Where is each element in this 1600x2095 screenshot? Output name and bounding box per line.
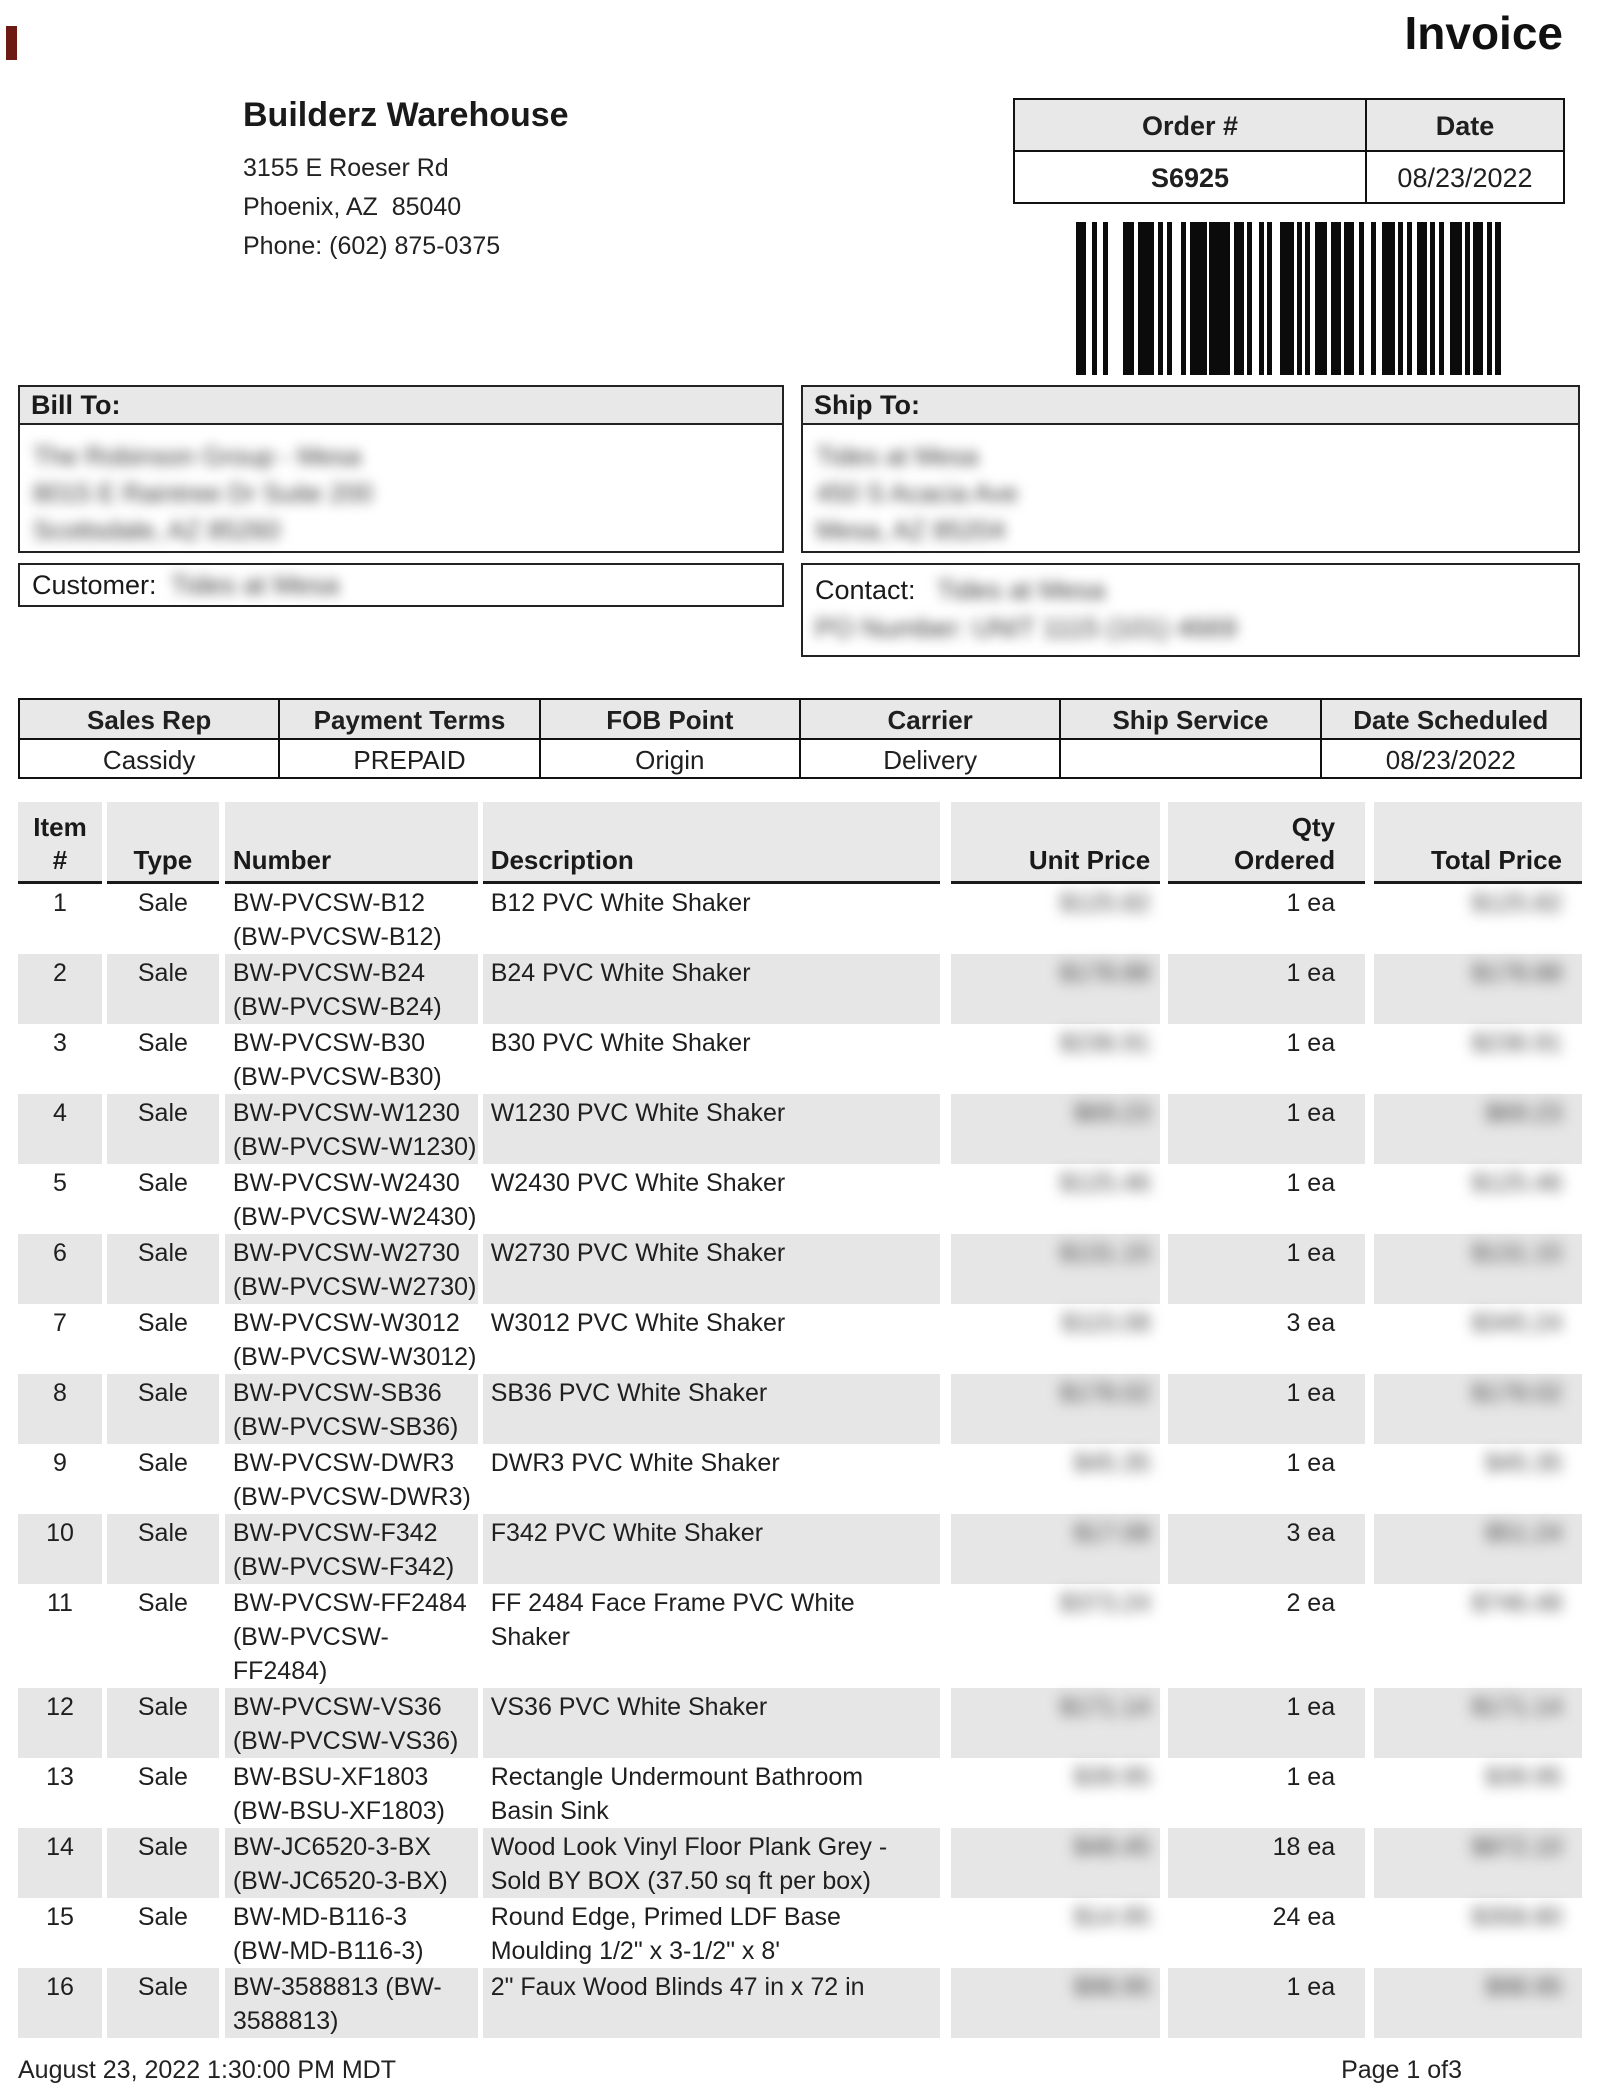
item-type-cell: Sale <box>137 1763 188 1791</box>
item-qty-cell: 1 ea <box>1168 1094 1365 1164</box>
item-row <box>18 1304 1582 1374</box>
item-total-price-cell <box>1374 1374 1582 1444</box>
item-qty-cell: 24 ea <box>1272 1903 1336 1931</box>
company-name: Builderz Warehouse <box>243 96 569 134</box>
shipping-header-cell: FOB Point <box>541 700 801 738</box>
contact-line2-redacted: PO Number: UNIT 1115 (101) 4669 <box>815 613 1237 643</box>
shipping-header-cell: Date Scheduled <box>1353 705 1549 735</box>
items-table-body <box>18 884 1582 2038</box>
item-type-cell: Sale <box>137 1309 188 1337</box>
description-line: Round Edge, Primed LDF Base <box>490 1903 841 1931</box>
unit-price-redacted: $171.14 <box>1059 1693 1151 1721</box>
item-part-number-cell <box>225 1374 478 1444</box>
item-number-cell: 2 <box>18 954 102 1024</box>
item-total-price-cell <box>1374 1514 1582 1584</box>
item-row <box>18 1514 1582 1584</box>
item-total-price-cell <box>1374 1758 1582 1828</box>
item-qty-cell: 1 ea <box>1286 889 1336 917</box>
item-total-price-cell <box>1374 1898 1582 1968</box>
part-number-line: (BW-JC6520-3-BX) <box>232 1867 448 1895</box>
total-price-redacted: $345.24 <box>1471 1309 1562 1337</box>
total-price-redacted: $358.80 <box>1471 1903 1562 1931</box>
item-part-number-cell <box>225 1898 478 1968</box>
part-number-line: BW-PVCSW-SB36 <box>232 1379 442 1407</box>
item-description-cell <box>483 1828 941 1898</box>
total-price-redacted: $171.14 <box>1471 1693 1562 1721</box>
item-unit-price-cell <box>951 1514 1160 1584</box>
item-row <box>18 884 1582 954</box>
total-price-redacted: $125.46 <box>1471 1169 1562 1197</box>
item-qty-cell: 3 ea <box>1168 1514 1365 1584</box>
total-price-redacted: $69.23 <box>1485 1099 1562 1127</box>
item-part-number-cell <box>225 1024 478 1094</box>
item-part-number-cell <box>225 1584 478 1688</box>
column-header-qty-ordered: Qty Ordered <box>1168 802 1365 884</box>
part-number-line: (BW-PVCSW-W3012) <box>232 1343 477 1371</box>
item-description-cell <box>483 1688 941 1758</box>
ship-to-address <box>801 425 1580 553</box>
page-title: Invoice <box>1404 7 1563 59</box>
column-header-item: Item # <box>18 802 102 884</box>
description-line: Sold BY BOX (37.50 sq ft per box) <box>490 1867 871 1895</box>
part-number-line: (BW-PVCSW-W2430) <box>232 1203 477 1231</box>
ship-to-header: Ship To: <box>801 385 1580 425</box>
part-number-line: (BW-BSU-XF1803) <box>232 1797 445 1825</box>
unit-price-redacted: $373.24 <box>1059 1589 1151 1617</box>
total-price-redacted: $45.35 <box>1485 1449 1562 1477</box>
shipping-value-cell: Cassidy <box>20 740 280 777</box>
item-row <box>18 1234 1582 1304</box>
item-row <box>18 1898 1582 1968</box>
shipping-value-cell: 08/23/2022 <box>1385 744 1516 775</box>
customer-value-redacted: Tides at Mesa <box>170 569 340 600</box>
item-description-cell <box>483 1374 941 1444</box>
ship-to-line-redacted: 450 S Acacia Ave <box>816 478 1018 508</box>
item-row <box>18 1968 1582 2038</box>
order-info-table <box>1013 98 1565 204</box>
item-qty-cell: 1 ea <box>1168 954 1365 1024</box>
item-description-cell <box>483 1304 941 1374</box>
description-line: B30 PVC White Shaker <box>490 1029 751 1057</box>
item-part-number-cell <box>225 1688 478 1758</box>
column-header-description: Description <box>483 802 941 884</box>
column-header-number: Number <box>225 802 478 884</box>
company-block <box>243 96 569 266</box>
item-total-price-cell <box>1374 1164 1582 1234</box>
item-total-price-cell <box>1374 1024 1582 1094</box>
unit-price-redacted: $125.46 <box>1059 1169 1151 1197</box>
item-row <box>18 1094 1582 1164</box>
company-address-line1: 3155 E Roeser Rd <box>243 154 449 182</box>
part-number-line: BW-PVCSW-B12 <box>232 889 426 917</box>
bill-to-line-redacted: 8015 E Raintree Dr Suite 200 <box>33 478 373 508</box>
item-number-cell: 16 <box>18 1968 102 2038</box>
unit-price-redacted: $17.08 <box>1073 1519 1151 1547</box>
shipping-value-cell: PREPAID <box>280 740 540 777</box>
unit-price-redacted: $48.45 <box>1073 1833 1151 1861</box>
item-part-number-cell <box>225 1758 478 1828</box>
company-address-line2: Phoenix, AZ 85040 <box>243 193 462 221</box>
unit-price-redacted: $14.95 <box>1073 1903 1151 1931</box>
description-line: F342 PVC White Shaker <box>490 1519 764 1547</box>
items-table-header <box>18 802 1582 884</box>
item-description-cell <box>483 1094 941 1164</box>
description-line: B24 PVC White Shaker <box>490 959 751 987</box>
company-phone: Phone: (602) 875-0375 <box>243 232 501 260</box>
item-unit-price-cell <box>951 1024 1160 1094</box>
description-line: Rectangle Undermount Bathroom <box>490 1763 864 1791</box>
unit-price-redacted: $236.91 <box>1059 1029 1151 1057</box>
total-price-redacted: $178.88 <box>1471 959 1562 987</box>
item-unit-price-cell <box>951 1758 1160 1828</box>
description-line: Moulding 1/2" x 3-1/2" x 8' <box>490 1937 781 1965</box>
item-unit-price-cell <box>951 884 1160 954</box>
part-number-line: (BW-MD-B116-3) <box>232 1937 424 1965</box>
part-number-line: (BW-PVCSW-B12) <box>232 923 442 951</box>
description-line: W3012 PVC White Shaker <box>490 1309 786 1337</box>
total-price-redacted: $236.91 <box>1471 1029 1562 1057</box>
unit-price-redacted: $45.35 <box>1073 1449 1151 1477</box>
part-number-line: BW-PVCSW-W2730 <box>232 1239 460 1267</box>
part-number-line: 3588813) <box>232 2007 339 2035</box>
item-type-cell: Sale <box>137 1449 188 1477</box>
part-number-line: BW-PVCSW-B24 <box>232 959 426 987</box>
total-price-redacted: $178.02 <box>1471 1379 1562 1407</box>
item-number-cell: 4 <box>18 1094 102 1164</box>
part-number-line: (BW-PVCSW-B30) <box>232 1063 442 1091</box>
item-total-price-cell <box>1374 1304 1582 1374</box>
item-part-number-cell <box>225 1094 478 1164</box>
item-unit-price-cell <box>951 1968 1160 2038</box>
item-unit-price-cell <box>951 1164 1160 1234</box>
bill-to-line-redacted: The Robinson Group - Mesa <box>33 441 362 471</box>
item-number-cell: 6 <box>18 1234 102 1304</box>
part-number-line: BW-PVCSW-W1230 <box>232 1099 460 1127</box>
shipping-info-value-row <box>20 740 1580 777</box>
item-type-cell: Sale <box>107 954 219 1024</box>
bill-to-line-redacted: Scottsdale, AZ 85260 <box>33 515 281 545</box>
item-row <box>18 954 1582 1024</box>
item-total-price-cell <box>1374 884 1582 954</box>
item-number-cell: 7 <box>53 1309 67 1337</box>
item-qty-cell: 18 ea <box>1168 1828 1365 1898</box>
item-total-price-cell <box>1374 1094 1582 1164</box>
description-line: W1230 PVC White Shaker <box>490 1099 786 1127</box>
item-row <box>18 1374 1582 1444</box>
part-number-line: (BW-PVCSW- <box>232 1623 389 1651</box>
item-number-cell: 1 <box>53 889 67 917</box>
part-number-line: (BW-PVCSW-DWR3) <box>232 1483 471 1511</box>
unit-price-redacted: $39.95 <box>1073 1763 1151 1791</box>
total-price-redacted: $746.48 <box>1471 1589 1562 1617</box>
item-part-number-cell <box>225 1164 478 1234</box>
total-price-redacted: $131.15 <box>1471 1239 1562 1267</box>
item-qty-cell: 1 ea <box>1286 1029 1336 1057</box>
item-unit-price-cell <box>951 1444 1160 1514</box>
item-total-price-cell <box>1374 1584 1582 1688</box>
item-type-cell: Sale <box>107 1374 219 1444</box>
shipping-header-cell: Ship Service <box>1061 700 1321 738</box>
item-row <box>18 1164 1582 1234</box>
item-number-cell: 3 <box>53 1029 67 1057</box>
item-row <box>18 1758 1582 1828</box>
item-total-price-cell <box>1374 1234 1582 1304</box>
item-unit-price-cell <box>951 1688 1160 1758</box>
item-number-cell: 8 <box>18 1374 102 1444</box>
part-number-line: (BW-PVCSW-SB36) <box>232 1413 459 1441</box>
item-type-cell: Sale <box>137 1589 188 1617</box>
item-number-cell: 13 <box>46 1763 74 1791</box>
item-description-cell <box>483 884 941 954</box>
item-part-number-cell <box>225 1828 478 1898</box>
part-number-line: BW-PVCSW-VS36 <box>232 1693 442 1721</box>
customer-box <box>18 563 784 607</box>
footer-timestamp: August 23, 2022 1:30:00 PM MDT <box>18 2056 396 2084</box>
ship-to-section <box>801 385 1580 553</box>
item-type-cell: Sale <box>107 1688 219 1758</box>
unit-price-redacted: $125.82 <box>1059 889 1151 917</box>
item-type-cell: Sale <box>137 1029 188 1057</box>
order-date-value: 08/23/2022 <box>1397 163 1533 193</box>
shipping-value-cell <box>1061 740 1321 777</box>
item-total-price-cell <box>1374 1688 1582 1758</box>
item-number-cell: 5 <box>53 1169 67 1197</box>
contact-label: Contact: <box>815 575 916 605</box>
shipping-value-cell: Origin <box>541 740 801 777</box>
item-part-number-cell <box>225 1514 478 1584</box>
total-price-redacted: $51.24 <box>1485 1519 1562 1547</box>
item-unit-price-cell <box>951 1828 1160 1898</box>
item-type-cell: Sale <box>137 1903 188 1931</box>
item-type-cell: Sale <box>107 1514 219 1584</box>
corner-annotation-mark <box>6 26 17 60</box>
ship-to-line-redacted: Mesa, AZ 85204 <box>816 515 1006 545</box>
part-number-line: BW-PVCSW-W2430 <box>232 1169 460 1197</box>
item-description-cell <box>483 1584 941 1688</box>
item-description-cell <box>483 1164 941 1234</box>
item-row <box>18 1828 1582 1898</box>
item-number-cell: 11 <box>46 1589 73 1617</box>
item-description-cell <box>483 1444 941 1514</box>
item-qty-cell: 1 ea <box>1168 1688 1365 1758</box>
order-number-value: S6925 <box>1015 152 1367 202</box>
column-header-total-price: Total Price <box>1374 802 1582 884</box>
part-number-line: (BW-PVCSW-F342) <box>232 1553 455 1581</box>
part-number-line: FF2484) <box>232 1657 328 1685</box>
item-description-cell <box>483 1758 941 1828</box>
unit-price-redacted: $115.08 <box>1061 1309 1151 1337</box>
item-type-cell: Sale <box>137 1169 188 1197</box>
shipping-value-cell: Delivery <box>801 740 1061 777</box>
bill-to-section <box>18 385 784 553</box>
total-price-redacted: $125.82 <box>1471 889 1562 917</box>
item-total-price-cell <box>1374 1968 1582 2038</box>
item-unit-price-cell <box>951 1094 1160 1164</box>
item-number-cell: 12 <box>18 1688 102 1758</box>
unit-price-redacted: $69.23 <box>1073 1099 1151 1127</box>
part-number-line: (BW-PVCSW-VS36) <box>232 1727 459 1755</box>
shipping-header-cell: Payment Terms <box>280 700 540 738</box>
item-qty-cell: 1 ea <box>1286 1763 1336 1791</box>
item-qty-cell: 1 ea <box>1286 1449 1336 1477</box>
item-total-price-cell <box>1374 1828 1582 1898</box>
part-number-line: BW-PVCSW-F342 <box>232 1519 438 1547</box>
part-number-line: (BW-PVCSW-W2730) <box>232 1273 477 1301</box>
item-unit-price-cell <box>951 1584 1160 1688</box>
bill-to-address <box>18 425 784 553</box>
column-header-unit-price: Unit Price <box>951 802 1160 884</box>
item-description-cell <box>483 954 941 1024</box>
item-description-cell <box>483 1898 941 1968</box>
item-description-cell <box>483 1514 941 1584</box>
shipping-header-cell: Sales Rep <box>20 700 280 738</box>
item-row <box>18 1584 1582 1688</box>
item-number-cell: 14 <box>18 1828 102 1898</box>
item-part-number-cell <box>225 954 478 1024</box>
part-number-line: BW-3588813 (BW- <box>232 1973 442 2001</box>
part-number-line: BW-PVCSW-FF2484 <box>232 1589 467 1617</box>
item-row <box>18 1688 1582 1758</box>
item-row <box>18 1444 1582 1514</box>
column-header-type: Type <box>107 802 219 884</box>
item-qty-cell: 1 ea <box>1168 1968 1365 2038</box>
unit-price-redacted: $178.02 <box>1059 1379 1151 1407</box>
item-type-cell: Sale <box>137 889 188 917</box>
item-total-price-cell <box>1374 1444 1582 1514</box>
total-price-redacted: $98.95 <box>1485 1973 1562 2001</box>
item-type-cell: Sale <box>107 1828 219 1898</box>
item-qty-cell: 1 ea <box>1168 1234 1365 1304</box>
order-number-header: Order # <box>1015 100 1367 150</box>
part-number-line: BW-PVCSW-B30 <box>232 1029 426 1057</box>
part-number-line: BW-PVCSW-W3012 <box>232 1309 460 1337</box>
item-part-number-cell <box>225 1444 478 1514</box>
item-total-price-cell <box>1374 954 1582 1024</box>
part-number-line: (BW-PVCSW-B24) <box>232 993 442 1021</box>
shipping-info-table <box>18 698 1582 779</box>
shipping-header-cell: Carrier <box>801 700 1061 738</box>
bill-to-header: Bill To: <box>18 385 784 425</box>
item-part-number-cell <box>225 1234 478 1304</box>
part-number-line: BW-PVCSW-DWR3 <box>232 1449 455 1477</box>
item-unit-price-cell <box>951 1898 1160 1968</box>
item-unit-price-cell <box>951 1234 1160 1304</box>
description-line: Basin Sink <box>490 1797 609 1825</box>
item-qty-cell: 1 ea <box>1286 1169 1336 1197</box>
part-number-line: BW-JC6520-3-BX <box>232 1833 432 1861</box>
unit-price-redacted: $178.88 <box>1059 959 1151 987</box>
item-qty-cell: 2 ea <box>1286 1589 1336 1617</box>
order-date-header: Date <box>1435 111 1495 141</box>
item-qty-cell: 1 ea <box>1168 1374 1365 1444</box>
part-number-line: (BW-PVCSW-W1230) <box>232 1133 477 1161</box>
customer-label: Customer: <box>32 569 157 600</box>
item-row <box>18 1024 1582 1094</box>
part-number-line: BW-MD-B116-3 <box>232 1903 407 1931</box>
item-part-number-cell <box>225 884 478 954</box>
description-line: FF 2484 Face Frame PVC White Shaker <box>490 1589 855 1651</box>
item-description-cell <box>483 1234 941 1304</box>
unit-price-redacted: $98.95 <box>1073 1973 1151 2001</box>
contact-box <box>801 563 1580 657</box>
item-unit-price-cell <box>951 1304 1160 1374</box>
unit-price-redacted: $131.15 <box>1059 1239 1151 1267</box>
description-line: B12 PVC White Shaker <box>490 889 751 917</box>
item-unit-price-cell <box>951 1374 1160 1444</box>
item-type-cell: Sale <box>107 1234 219 1304</box>
item-description-cell <box>483 1968 941 2038</box>
contact-value-redacted: Tides at Mesa <box>936 575 1106 605</box>
item-number-cell: 15 <box>46 1903 74 1931</box>
item-part-number-cell <box>225 1968 478 2038</box>
description-line: DWR3 PVC White Shaker <box>490 1449 780 1477</box>
description-line: 2" Faux Wood Blinds 47 in x 72 in <box>490 1973 865 2001</box>
item-type-cell: Sale <box>107 1968 219 2038</box>
item-description-cell <box>483 1024 941 1094</box>
description-line: Wood Look Vinyl Floor Plank Grey - <box>490 1833 888 1861</box>
description-line: VS36 PVC White Shaker <box>490 1693 768 1721</box>
order-barcode <box>1076 222 1501 380</box>
shipping-info-header-row <box>20 700 1580 740</box>
item-unit-price-cell <box>951 954 1160 1024</box>
description-line: W2730 PVC White Shaker <box>490 1239 786 1267</box>
total-price-redacted: $872.10 <box>1471 1833 1562 1861</box>
item-part-number-cell <box>225 1304 478 1374</box>
total-price-redacted: $39.95 <box>1485 1763 1562 1791</box>
item-qty-cell: 3 ea <box>1286 1309 1336 1337</box>
description-line: SB36 PVC White Shaker <box>490 1379 768 1407</box>
description-line: W2430 PVC White Shaker <box>490 1169 786 1197</box>
ship-to-line-redacted: Tides at Mesa <box>816 441 979 471</box>
item-type-cell: Sale <box>107 1094 219 1164</box>
item-number-cell: 9 <box>53 1449 67 1477</box>
footer-page-number: Page 1 of3 <box>1341 2056 1462 2084</box>
part-number-line: BW-BSU-XF1803 <box>232 1763 429 1791</box>
item-number-cell: 10 <box>18 1514 102 1584</box>
